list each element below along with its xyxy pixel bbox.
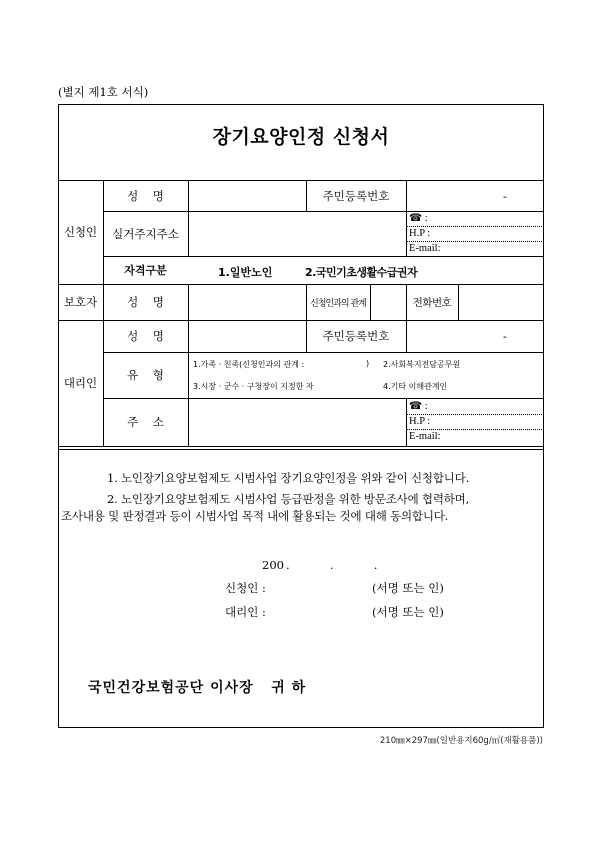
form-label: (별지 제1호 서식): [58, 85, 149, 99]
applicant-id-label: 주민등록번호: [322, 188, 390, 203]
applicant-address-label: 실거주지주소: [112, 226, 179, 241]
guardian-relation-field[interactable]: [371, 285, 405, 319]
declaration-line-3: 조사내용 및 판정결과 등이 시범사업 목적 내에 활용되는 것에 대해 동의합니다.: [61, 509, 449, 523]
agent-section-label: 대리인: [63, 376, 98, 390]
applicant-section-label: 신청인: [63, 225, 98, 239]
agent-signature-field[interactable]: (서명 또는 인): [372, 605, 444, 619]
divider: [58, 446, 544, 447]
eligibility-option-basic-livelihood[interactable]: 2.국민기초생활수급권자: [305, 266, 418, 279]
addressee: 국민건강보험공단 이사장 귀 하: [88, 680, 307, 696]
declaration-line-2: 2. 노인장기요양보험제도 시범사업 등급판정을 위한 방문조사에 협력하며,: [107, 492, 470, 506]
applicant-email-label[interactable]: E-mail:: [409, 243, 441, 254]
applicant-signature-label: 신청인 :: [225, 581, 266, 595]
guardian-section-label: 보호자: [63, 295, 98, 309]
agent-type-family[interactable]: 1.가족 · 친족(신청인과의 관계 :: [193, 360, 305, 369]
declaration-line-1: 1. 노인장기요양보험제도 시범사업 장기요양인정을 위와 같이 신청합니다.: [107, 471, 470, 485]
guardian-relation-label: 신청인과의 관계: [310, 298, 366, 309]
guardian-phone-field[interactable]: [459, 285, 543, 319]
agent-address-label: 주 소: [127, 415, 164, 429]
applicant-name-field[interactable]: [189, 181, 305, 210]
date-separators[interactable]: . . .: [286, 558, 378, 572]
agent-type-other[interactable]: 4.기타 이해관계인: [383, 382, 448, 391]
agent-email-label[interactable]: E-mail:: [409, 431, 441, 442]
divider: [406, 211, 407, 256]
agent-name-field[interactable]: [189, 321, 305, 351]
agent-hp-label[interactable]: H.P :: [409, 416, 431, 427]
divider: [406, 398, 407, 446]
eligibility-option-general[interactable]: 1.일반노인: [218, 266, 273, 279]
applicant-name-label: 성 명: [127, 188, 164, 203]
agent-signature-label: 대리인 :: [225, 605, 266, 619]
guardian-name-label: 성 명: [127, 295, 164, 309]
guardian-name-field[interactable]: [189, 285, 305, 319]
agent-id-field[interactable]: -: [503, 329, 507, 343]
applicant-address-field[interactable]: [189, 212, 405, 255]
applicant-signature-field[interactable]: (서명 또는 인): [372, 581, 444, 595]
divider: [58, 449, 544, 450]
agent-address-field[interactable]: [189, 399, 405, 445]
agent-type-family-close: ): [366, 359, 370, 368]
agent-type-label: 유 형: [127, 368, 164, 382]
applicant-id-field[interactable]: -: [503, 188, 507, 203]
agent-type-social-worker[interactable]: 2.사회복지전담공무원: [383, 360, 461, 369]
guardian-phone-label: 전화번호: [412, 296, 452, 309]
applicant-phone-label[interactable]: ☎ :: [409, 213, 428, 224]
eligibility-label: 자격구분: [124, 264, 167, 277]
applicant-hp-label[interactable]: H.P :: [409, 228, 431, 239]
agent-phone-label[interactable]: ☎ :: [409, 401, 428, 412]
agent-type-designated[interactable]: 3.시장 · 군수 · 구청장이 지정한 자: [193, 382, 314, 391]
form-title: 장기요양인정 신청서: [212, 126, 390, 148]
agent-name-label: 성 명: [127, 329, 164, 343]
date-year[interactable]: 200: [262, 558, 284, 572]
agent-id-label: 주민등록번호: [322, 329, 390, 343]
paper-size-note: 210㎜×297㎜(일반용지60g/㎡(재활용품)): [379, 736, 543, 746]
